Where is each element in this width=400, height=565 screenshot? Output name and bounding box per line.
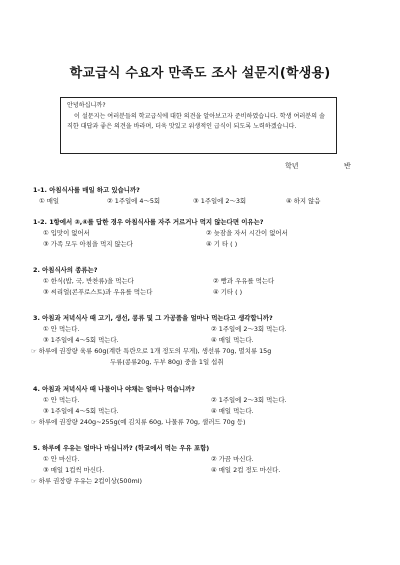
option-1[interactable]: ① 안 마신다. xyxy=(43,455,80,463)
recommendation-note-cont: 두류(콩류20g, 두부 80g) 중을 1일 섭취 xyxy=(110,358,224,366)
option-4[interactable]: ④ 하지 않음 xyxy=(286,197,321,205)
question-4 xyxy=(33,383,373,428)
question-1-1 xyxy=(33,184,373,207)
option-row xyxy=(33,324,373,335)
option-row xyxy=(33,465,373,476)
page-title: 학교급식 수요자 만족도 조사 설문지(학생용) xyxy=(69,66,331,81)
recommendation-note: ☞ 하루에 권장량 육류 60g(계란 특란으로 1개 정도의 무게), 생선류 70g, 멸치류 15g xyxy=(31,347,272,355)
option-3[interactable]: ③ 1주일에 4～5회 먹는다. xyxy=(43,336,119,344)
option-4[interactable]: ④ 매일 먹는다. xyxy=(211,336,254,344)
question-5 xyxy=(33,442,373,487)
question-3 xyxy=(33,312,373,368)
option-3[interactable]: ③ 매일 1컵씩 마신다. xyxy=(43,466,105,474)
option-row xyxy=(33,228,373,239)
question-title: 3. 아침과 저녁식사 때 고기, 생선, 콩류 및 그 가공품을 얼마나 먹는다고 생각합니까? xyxy=(33,314,273,322)
option-row xyxy=(33,239,373,250)
option-2[interactable]: ② 1주일에 2～3회 먹는다. xyxy=(211,396,287,404)
intro-greeting: 안녕하십니까? xyxy=(67,102,106,109)
option-1[interactable]: ① 안 먹는다. xyxy=(43,396,80,404)
option-2[interactable]: ② 1주일에 2～3회 먹는다. xyxy=(211,325,287,333)
question-title: 5. 하루에 우유는 얼마나 마십니까? (학교에서 먹는 우유 포함) xyxy=(33,444,210,452)
option-1[interactable]: ① 한식(밥, 국, 반찬류)을 먹는다 xyxy=(43,277,134,285)
option-3[interactable]: ③ 1주일에 2～3회 xyxy=(193,197,247,205)
option-4[interactable]: ④ 기타 ( ) xyxy=(213,288,243,296)
option-3[interactable]: ③ 1주일에 4～5회 먹는다. xyxy=(43,407,119,415)
option-row xyxy=(33,335,373,346)
option-row xyxy=(33,287,373,298)
option-row xyxy=(33,406,373,417)
option-4[interactable]: ④ 기 타 ( ) xyxy=(206,240,238,248)
grade-label: 학년 xyxy=(285,162,299,170)
option-3[interactable]: ③ 가족 모두 아침을 먹지 않는다 xyxy=(43,240,133,248)
question-title: 1-2. 1항에서 ③,④를 답한 경우 아침식사를 자주 거르거나 먹지 않는다면 이유는? xyxy=(33,218,264,226)
recommendation-note: ☞ 하루에 권장량 240g~255g(예 김치류 60g, 나물류 70g, 샐러드 70g 등) xyxy=(31,418,246,426)
option-row xyxy=(33,454,373,465)
question-1-2 xyxy=(33,216,373,250)
option-1[interactable]: ① 안 먹는다. xyxy=(43,325,80,333)
option-2[interactable]: ② 가끔 마신다. xyxy=(211,455,254,463)
option-1[interactable]: ① 매일 xyxy=(39,197,60,205)
option-2[interactable]: ② 빵과 우유를 먹는다 xyxy=(213,277,275,285)
recommendation-note: ☞ 하루 권장량 우유는 2컵이상(500ml) xyxy=(31,477,143,485)
option-3[interactable]: ③ 씨리얼(콘푸로스트)과 우유를 먹는다 xyxy=(43,288,153,296)
intro-body: 이 설문지는 여러분들의 학교급식에 대한 의견을 알아보고자 준비하였습니다. 학생 여러분의 솔직한 대답과 좋은 의견을 바라며, 더욱 맛있고 위생적인 급식이 되도록 노력하겠습니다. xyxy=(67,112,325,130)
option-1[interactable]: ① 입맛이 없어서 xyxy=(43,229,90,237)
option-4[interactable]: ④ 매일 먹는다. xyxy=(211,407,254,415)
question-title: 2. 아침식사의 종류는? xyxy=(33,266,98,274)
option-row xyxy=(33,196,373,207)
question-2 xyxy=(33,264,373,298)
question-title: 1-1. 아침식사를 매일 하고 있습니까? xyxy=(33,186,140,194)
option-4[interactable]: ④ 매일 2컵 정도 마신다. xyxy=(211,466,281,474)
option-2[interactable]: ② 1주일에 4～5회 xyxy=(107,197,161,205)
intro-box xyxy=(60,97,337,154)
question-title: 4. 아침과 저녁식사 때 나물이나 야채는 얼마나 먹습니까? xyxy=(33,385,195,393)
class-label: 반 xyxy=(344,162,351,170)
option-row xyxy=(33,276,373,287)
option-row xyxy=(33,395,373,406)
option-2[interactable]: ② 늦잠을 자서 시간이 없어서 xyxy=(206,229,288,237)
